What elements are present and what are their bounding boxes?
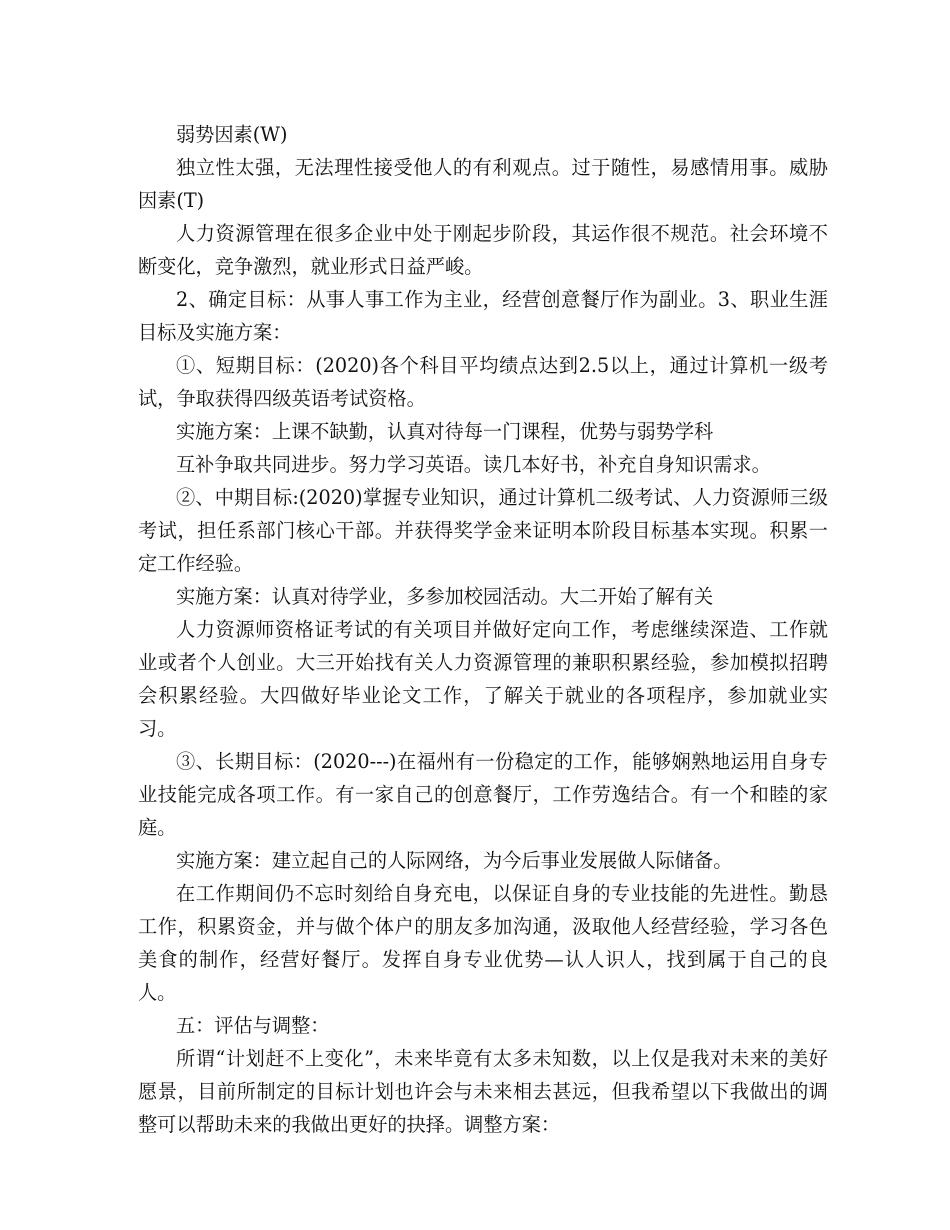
paragraph-weakness-heading: 弱势因素(W) (176, 123, 288, 146)
paragraph-weakness-detail: 独立性太强，无法理性接受他人的有利观点。过于随性，易感情用事。威胁因素(T) (138, 156, 828, 212)
paragraph-mid-term-plan-cont: 人力资源师资格证考试的有关项目并做好定向工作，考虑继续深造、工作就业或者个人创业。大三开始找有关人力资源管理的兼职积累经验，参加模拟招聘会积累经验。大四做好毕业论文工作，了解关于就业的各项程序，参加就业实习。 (138, 618, 828, 740)
paragraph-threat-detail: 人力资源管理在很多企业中处于刚起步阶段，其运作很不规范。社会环境不断变化，竞争激烈，就业形式日益严峻。 (138, 222, 828, 278)
document-body (138, 118, 828, 1141)
paragraph-long-term-plan-cont: 在工作期间仍不忘时刻给自身充电，以保证自身的专业技能的先进性。勤恳工作，积累资金，并与做个体户的朋友多加沟通，汲取他人经营经验，学习各色美食的制作，经营好餐厅。发挥自身专业优势—认人识人，找到属于自己的良人。 (138, 882, 828, 1004)
paragraph-long-term-plan: 实施方案：建立起自己的人际网络，为今后事业发展做人际储备。 (176, 849, 733, 872)
paragraph-evaluation-detail: 所谓“计划赶不上变化”，未来毕竟有太多未知数，以上仅是我对未来的美好愿景，目前所制定的目标计划也许会与未来相去甚远，但我希望以下我做出的调整可以帮助未来的我做出更好的抉择。调整方案： (138, 1047, 828, 1136)
paragraph-short-term-plan-cont: 互补争取共同进步。努力学习英语。读几本好书，补充自身知识需求。 (176, 453, 771, 476)
paragraph-short-term-goal: ①、短期目标：(2020)各个科目平均绩点达到2.5以上，通过计算机一级考试，争取获得四级英语考试资格。 (138, 354, 828, 410)
paragraph-long-term-goal: ③、长期目标：(2020---)在福州有一份稳定的工作，能够娴熟地运用自身专业技能完成各项工作。有一家自己的创意餐厅，工作劳逸结合。有一个和睦的家庭。 (138, 750, 828, 839)
paragraph-goal-definition: 2、确定目标：从事人事工作为主业，经营创意餐厅作为副业。3、职业生涯目标及实施方案： (138, 288, 828, 344)
paragraph-evaluation-heading: 五：评估与调整： (176, 1014, 330, 1037)
paragraph-mid-term-plan: 实施方案：认真对待学业，多参加校园活动。大二开始了解有关 (176, 585, 714, 608)
paragraph-mid-term-goal: ②、中期目标:(2020)掌握专业知识，通过计算机二级考试、人力资源师三级考试，担任系部门核心干部。并获得奖学金来证明本阶段目标基本实现。积累一定工作经验。 (138, 486, 828, 575)
paragraph-short-term-plan: 实施方案：上课不缺勤，认真对待每一门课程，优势与弱势学科 (176, 420, 714, 443)
